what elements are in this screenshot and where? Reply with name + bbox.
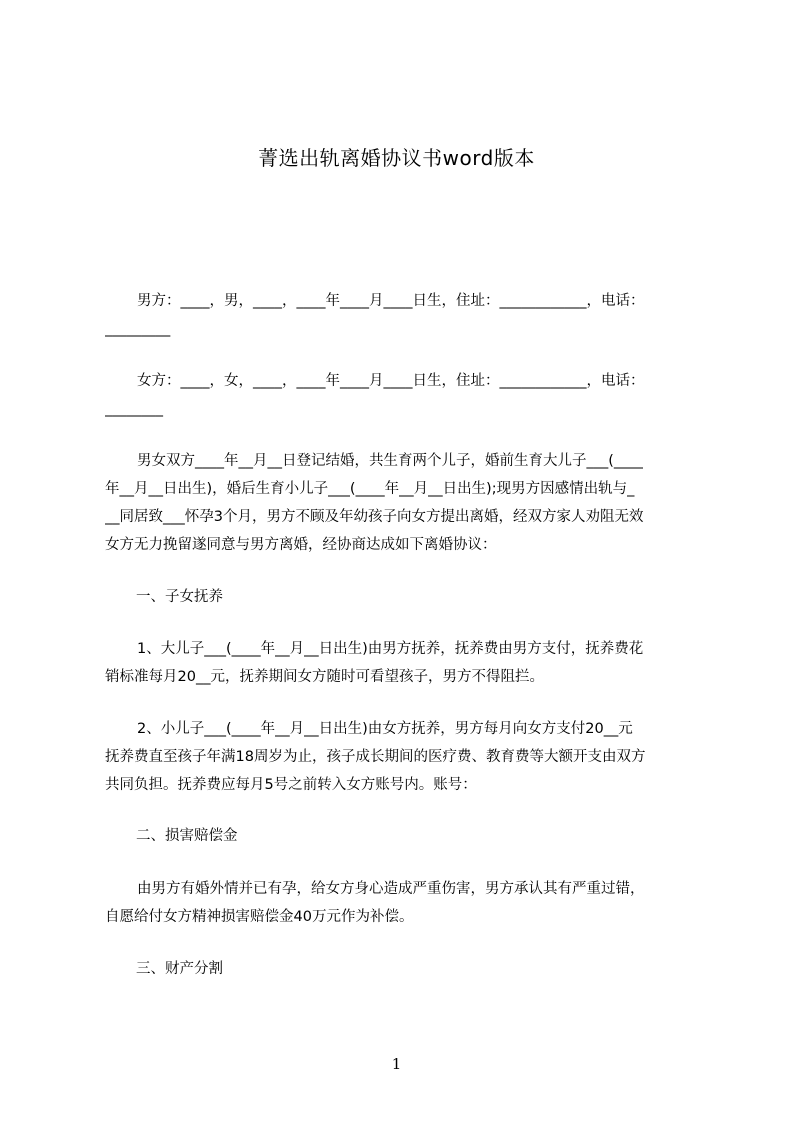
page-number: 1 <box>391 1055 402 1073</box>
damages-paragraph-line: 由男方有婚外情并已有孕，给女方身心造成严重伤害，男方承认其有严重过错， <box>137 881 645 897</box>
section-heading-property-division: 三、财产分割 <box>136 961 223 977</box>
female-party-line: 女方：____，女，____，____年____月____日生，住址：____________，电话： <box>137 373 645 389</box>
custody-item-2-line: 2、小儿子___(____年__月__日出生)由女方抚养，男方每月向女方支付20__元 <box>137 721 633 737</box>
female-party-line-continued: ________ <box>105 401 163 417</box>
male-party-line: 男方：____，男，____，____年____月____日生，住址：____________，电话： <box>137 293 645 309</box>
intro-paragraph-line: 年__月__日出生)，婚后生育小儿子___(____年__月__日出生);现男方因感情出轨与_ <box>105 481 635 497</box>
custody-item-1-line: 1、大儿子___(____年__月__日出生)由男方抚养，抚养费由男方支付，抚养费花 <box>137 641 644 657</box>
custody-item-2-line: 共同负担。抚养费应每月5号之前转入女方账号内。账号： <box>105 777 477 793</box>
intro-paragraph-line: __同居致___怀孕3个月，男方不顾及年幼孩子向女方提出离婚，经双方家人劝阻无效 <box>105 509 644 525</box>
section-heading-damages: 二、损害赔偿金 <box>136 828 238 844</box>
section-heading-child-custody: 一、子女抚养 <box>136 589 223 605</box>
custody-item-2-line: 抚养费直至孩子年满18周岁为止，孩子成长期间的医疗费、教育费等大额开支由双方 <box>105 749 646 765</box>
intro-paragraph-line: 男女双方____年__月__日登记结婚，共生育两个儿子，婚前生育大儿子___(____ <box>137 453 643 469</box>
custody-item-1-line: 销标准每月20__元，抚养期间女方随时可看望孩子，男方不得阻拦。 <box>105 669 544 685</box>
male-party-line-continued: _________ <box>105 321 171 337</box>
document-title: 菁选出轨离婚协议书word版本 <box>258 146 535 170</box>
damages-paragraph-line: 自愿给付女方精神损害赔偿金40万元作为补偿。 <box>105 909 414 925</box>
intro-paragraph-line: 女方无力挽留遂同意与男方离婚，经协商达成如下离婚协议： <box>105 537 497 553</box>
